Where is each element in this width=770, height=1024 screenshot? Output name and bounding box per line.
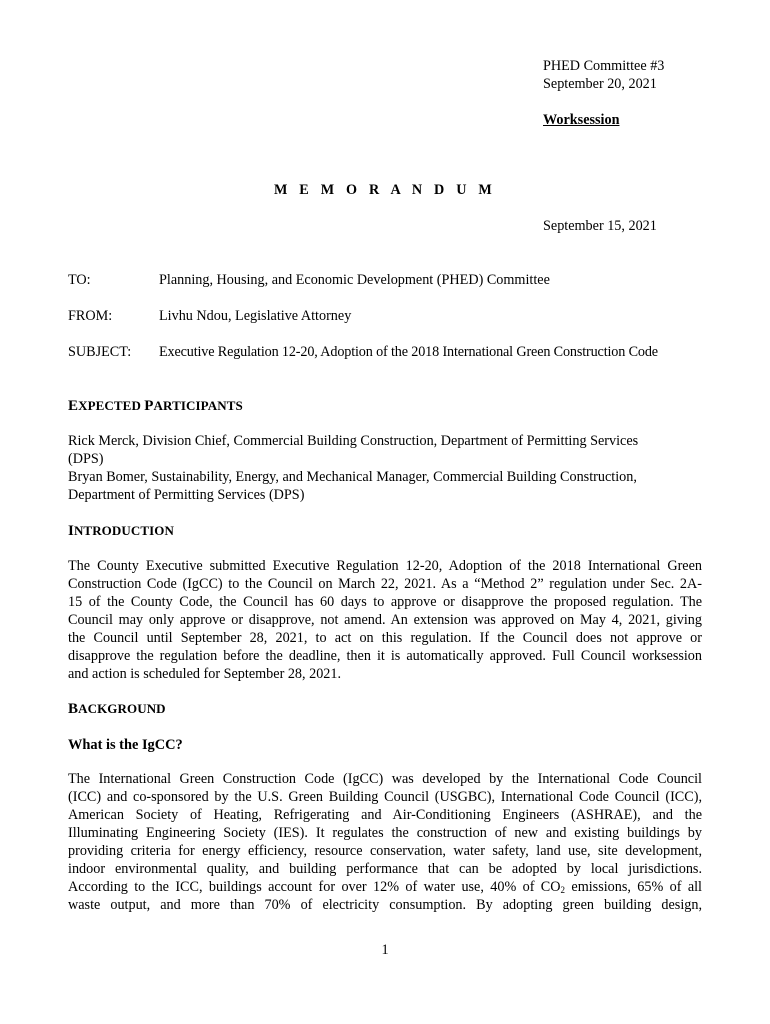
paragraph-line: The County Executive submitted Executive Regulation 12-20, Adoption of the 2018 International Green — [68, 558, 702, 574]
paragraph-line: disapprove the regulation before the deadline, then it is automatically approved. Full Council worksession — [68, 648, 702, 664]
participant-line: Bryan Bomer, Sustainability, Energy, and Mechanical Manager, Commercial Building Construction, — [68, 469, 637, 485]
paragraph-line: Construction Code (IgCC) to the Council on March 22, 2021. As a “Method 2” regulation under Sec. 2A- — [68, 576, 702, 592]
header-date: September 20, 2021 — [543, 76, 657, 92]
background-paragraph — [68, 770, 702, 914]
worksession-label: Worksession — [543, 112, 620, 128]
paragraph-line: The International Green Construction Code (IgCC) was developed by the International Code Council — [68, 771, 702, 787]
paragraph-line: Council may only approve or disapprove, not amend. An extension was approved on May 4, 2021, giving — [68, 612, 702, 628]
introduction-heading: INTRODUCTION — [68, 523, 174, 539]
paragraph-line: American Society of Heating, Refrigerating and Air-Conditioning Engineers (ASHRAE), and the — [68, 807, 702, 823]
memo-date: September 15, 2021 — [543, 218, 657, 234]
paragraph-line: (ICC) and co-sponsored by the U.S. Green Building Council (USGBC), International Code Council (ICC), — [68, 789, 702, 805]
committee-label: PHED Committee #3 — [543, 58, 665, 74]
page-number: 1 — [381, 942, 389, 958]
from-label: FROM: — [68, 308, 113, 324]
paragraph-line: the Council until September 28, 2021, to act on this regulation. If the Council does not approve or — [68, 630, 702, 646]
subject-value: Executive Regulation 12-20, Adoption of the 2018 International Green Construction Code — [159, 344, 658, 360]
participant-line: (DPS) — [68, 451, 104, 467]
paragraph-line: 15 of the County Code, the Council has 60 days to approve or disapprove the proposed regulation. The — [68, 594, 702, 610]
paragraph-line: waste output, and more than 70% of electricity consumption. By adopting green building design, — [68, 897, 702, 913]
memorandum-title: M E M O R A N D U M — [273, 182, 497, 198]
background-heading: BACKGROUND — [68, 701, 166, 717]
participant-line: Department of Permitting Services (DPS) — [68, 487, 305, 503]
subject-label: SUBJECT: — [68, 344, 132, 360]
paragraph-line: Illuminating Engineering Society (IES). It regulates the construction of new and existing buildings by — [68, 825, 702, 841]
participants-list — [68, 432, 702, 504]
igcc-subheading: What is the IgCC? — [68, 737, 183, 753]
paragraph-line: and action is scheduled for September 28, 2021. — [68, 666, 342, 682]
participant-line: Rick Merck, Division Chief, Commercial Building Construction, Department of Permitting Services — [68, 433, 639, 449]
introduction-paragraph — [68, 557, 702, 683]
from-value: Livhu Ndou, Legislative Attorney — [159, 308, 352, 324]
to-label: TO: — [68, 272, 91, 288]
paragraph-line: providing criteria for energy efficiency, resource conservation, water safety, land use, site development, — [68, 843, 702, 859]
participants-heading: EXPECTED PARTICIPANTS — [68, 398, 243, 414]
paragraph-line: According to the ICC, buildings account for over 12% of water use, 40% of $CO_2$ emissions, 65% of all — [68, 879, 702, 895]
to-value: Planning, Housing, and Economic Development (PHED) Committee — [159, 272, 550, 288]
paragraph-line: indoor environmental quality, and building performance that can be adopted by local jurisdictions. — [68, 861, 702, 877]
